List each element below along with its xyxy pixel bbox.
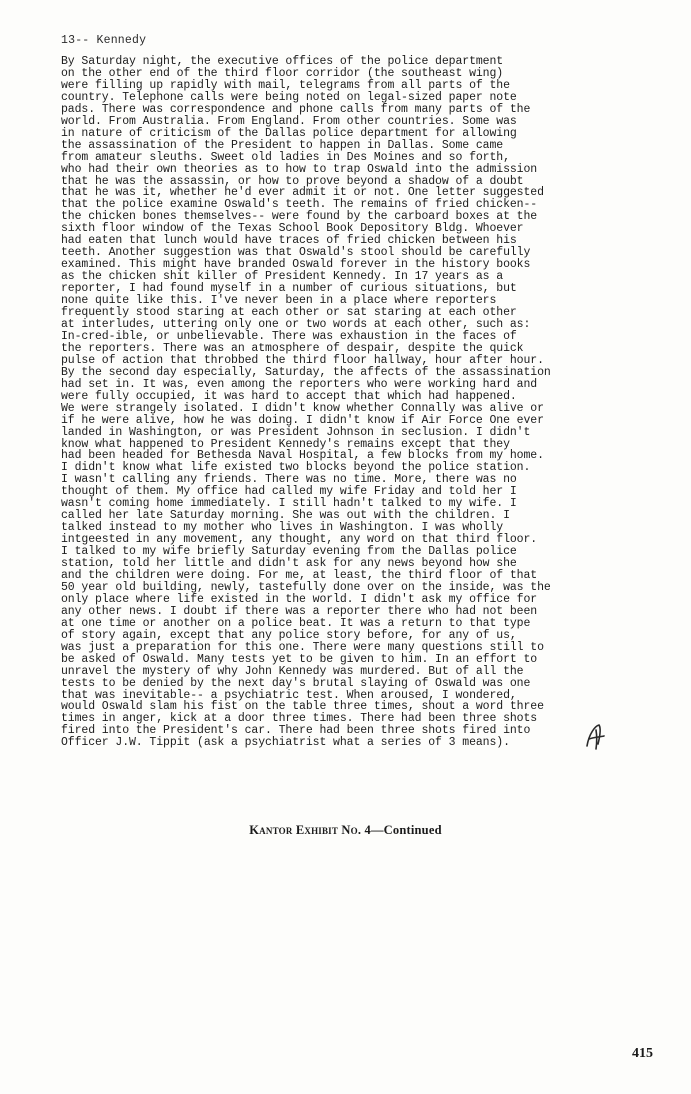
text-line: frequently stood staring at each other or sat staring at each other [61, 306, 517, 320]
handwritten-page-mark [584, 722, 606, 752]
text-line: and the children were doing. For me, at least, the third floor of that [61, 568, 538, 582]
text-line: tests to be denied by the next day's brutal slaying of Oswald was one [61, 676, 531, 690]
text-line: reporter, I had found myself in a number of curious situations, but [61, 282, 517, 296]
text-line: I talked to my wife briefly Saturday evening from the Dallas police [61, 545, 517, 559]
text-line: as the chicken shit killer of President Kennedy. In 17 years as a [61, 270, 504, 284]
text-line: that he was the assassin, or how to prove beyond a shadow of a doubt [61, 174, 524, 188]
text-line: in nature of criticism of the Dallas police department for allowing [61, 126, 517, 140]
text-line: were filling up rapidly with mail, telegrams from all parts of the [61, 78, 510, 92]
text-line: of story again, except that any police story before, for any of us, [61, 628, 517, 642]
text-line: would Oswald slam his fist on the table three times, shout a word three [61, 700, 544, 714]
text-line: none quite like this. I've never been in a place where reporters [61, 294, 497, 308]
text-line: had set in. It was, even among the reporters who were working hard and [61, 377, 538, 391]
text-line: on the other end of the third floor corridor (the southeast wing) [61, 66, 504, 80]
text-line: were fully occupied, it was hard to accept that which had happened. [61, 389, 517, 403]
text-line: that the police examine Oswald's teeth. The remains of fried chicken-- [61, 198, 538, 212]
text-line: at interludes, uttering only one or two words at each other, such as: [61, 317, 531, 331]
continued-label: —Continued [370, 823, 442, 837]
text-line: be asked of Oswald. Many tests yet to be given to him. In an effort to [61, 652, 538, 666]
text-line: thought of them. My office had called my wife Friday and told her I [61, 485, 517, 499]
page-number: 415 [632, 1046, 653, 1061]
text-line: talked instead to my mother who lives in Washington. I was wholly [61, 521, 504, 535]
text-line: any other news. I doubt if there was a reporter there who had not been [61, 604, 538, 618]
text-line: that was inevitable-- a psychiatric test. When aroused, I wondered, [61, 688, 517, 702]
text-line: landed in Washington, or was President Johnson in seclusion. I didn't [61, 425, 531, 439]
text-line: Officer J.W. Tippit (ask a psychiatrist what a series of 3 means). [61, 736, 510, 750]
text-line: times in anger, kick at a door three times. There had been three shots [61, 712, 538, 726]
text-line: 50 year old building, newly, tastefully done over on the inside, was the [61, 580, 551, 594]
text-line: I wasn't calling any friends. There was no time. More, there was no [61, 473, 517, 487]
text-line: at one time or another on a police beat. It was a return to that type [61, 616, 531, 630]
text-line: station, told her little and didn't ask for any news beyond how she [61, 557, 517, 571]
text-line: By the second day especially, Saturday, the affects of the assassination [61, 365, 551, 379]
running-head: 13-- Kennedy [61, 34, 147, 47]
text-line: wasn't coming home immediately. I still hadn't talked to my wife. I [61, 497, 517, 511]
text-line: from amateur sleuths. Sweet old ladies in Des Moines and so forth, [61, 150, 510, 164]
text-line: I didn't know what life existed two blocks beyond the police station. [61, 461, 531, 475]
text-line: that he was it, whether he'd ever admit it or not. One letter suggested [61, 186, 544, 200]
text-line: the assassination of the President to happen in Dallas. Some came [61, 138, 504, 152]
text-line: By Saturday night, the executive offices of the police department [61, 55, 504, 68]
text-line: country. Telephone calls were being noted on legal-sized paper note [61, 90, 517, 104]
text-line: the reporters. There was an atmosphere of despair, despite the quick [61, 341, 524, 355]
text-line: had been headed for Bethesda Naval Hospital, a few blocks from my home. [61, 449, 544, 463]
text-line: pads. There was correspondence and phone calls from many parts of the [61, 102, 531, 116]
body-text [61, 56, 621, 749]
exhibit-caption [0, 823, 691, 838]
text-line: who had their own theories as to how to trap Oswald into the admission [61, 162, 538, 176]
text-line: only place where life existed in the world. I didn't ask my office for [61, 592, 538, 606]
text-line: sixth floor window of the Texas School Book Depository Bldg. Whoever [61, 222, 524, 236]
text-line: teeth. Another suggestion was that Oswald's stool should be carefully [61, 246, 531, 260]
text-line: was just a preparation for this one. There were many questions still to [61, 640, 544, 654]
text-line: world. From Australia. From England. From other countries. Some was [61, 114, 517, 128]
text-line: know what happened to President Kennedy's remains except that they [61, 437, 510, 451]
text-line: unravel the mystery of why John Kennedy was murdered. But of all the [61, 664, 524, 678]
text-line: intgeested in any movement, any thought, any word on that third floor. [61, 533, 538, 547]
text-line: In-cred-ible, or unbelievable. There was exhaustion in the faces of [61, 329, 517, 343]
text-line: fired into the President's car. There had been three shots fired into [61, 724, 531, 738]
text-line: We were strangely isolated. I didn't know whether Connally was alive or [61, 401, 544, 415]
text-line: pulse of action that throbbed the third floor hallway, hour after hour. [61, 353, 544, 367]
exhibit-label: Kantor Exhibit No. 4 [249, 823, 371, 837]
text-line: called her late Saturday morning. She was out with the children. I [61, 509, 510, 523]
text-line: the chicken bones themselves-- were found by the carboard boxes at the [61, 210, 538, 224]
text-line: had eaten that lunch would have traces of fried chicken between his [61, 234, 517, 248]
text-line: if he were alive, how he was doing. I didn't know if Air Force One ever [61, 413, 544, 427]
text-line: examined. This might have branded Oswald forever in the history books [61, 258, 531, 272]
